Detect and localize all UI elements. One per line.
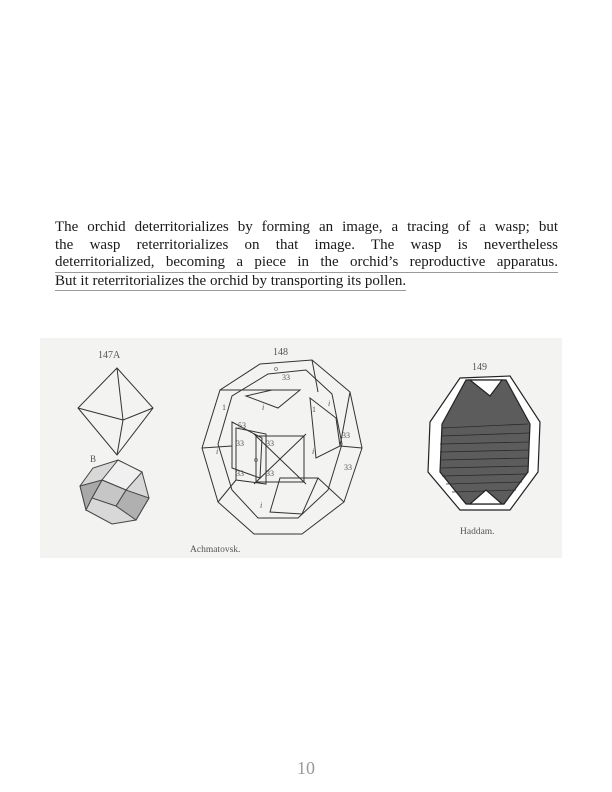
- polyhedron-148-drawing: [202, 360, 362, 534]
- face-label-53: 53: [238, 421, 246, 430]
- passage: [55, 219, 558, 291]
- face-label-33-lower-left: 33: [236, 469, 244, 478]
- face-label-i-left: i: [216, 447, 219, 456]
- fig-149-label: 149: [472, 362, 487, 373]
- fig-147b-label: B: [90, 454, 97, 464]
- face-label-top-33: 33: [282, 373, 290, 382]
- face-label-1-right: 1: [312, 405, 316, 414]
- striated-crystal-drawing: [428, 376, 540, 510]
- face-label-i-upper-left: i: [262, 403, 265, 412]
- fig-147a-label: 147A: [98, 350, 121, 361]
- locality-haddam-label: Haddam.: [460, 527, 495, 537]
- passage-line-2: the wasp reterritorializes on that image. The wasp is nevertheless: [55, 236, 558, 253]
- face-label-i-bottom: i: [260, 501, 263, 510]
- face-label-i-upper-right: i: [328, 399, 331, 408]
- face-label-top-o: o: [274, 364, 278, 373]
- face-label-33-right-low: 33: [344, 463, 352, 472]
- page-number: 10: [297, 758, 315, 778]
- locality-achmatovsk-label: Achmatovsk.: [190, 545, 241, 555]
- face-label-33-lower-right: 33: [266, 469, 274, 478]
- face-label-1-left: 1: [222, 403, 226, 412]
- face-label-33-right: 33: [342, 431, 350, 440]
- face-label-33-upper-left: 33: [236, 439, 244, 448]
- dodecahedron-drawing: [80, 460, 149, 524]
- face-label-i-right: i: [312, 447, 315, 456]
- fig-148-label: 148: [273, 347, 288, 358]
- passage-line-3: deterritorialized, becoming a piece in the orchid’s reproductive apparatus.: [55, 254, 558, 273]
- face-label-center-o: o: [254, 455, 258, 464]
- crystal-figure: [40, 338, 562, 558]
- passage-line-1: The orchid deterritorializes by forming an image, a tracing of a wasp; but: [55, 219, 558, 235]
- passage-line-4: But it reterritorializes the orchid by transporting its pollen.: [55, 273, 406, 292]
- octahedron-drawing: [78, 368, 153, 455]
- face-label-33-upper-right: 33: [266, 439, 274, 448]
- crystal-illustration: [40, 338, 562, 558]
